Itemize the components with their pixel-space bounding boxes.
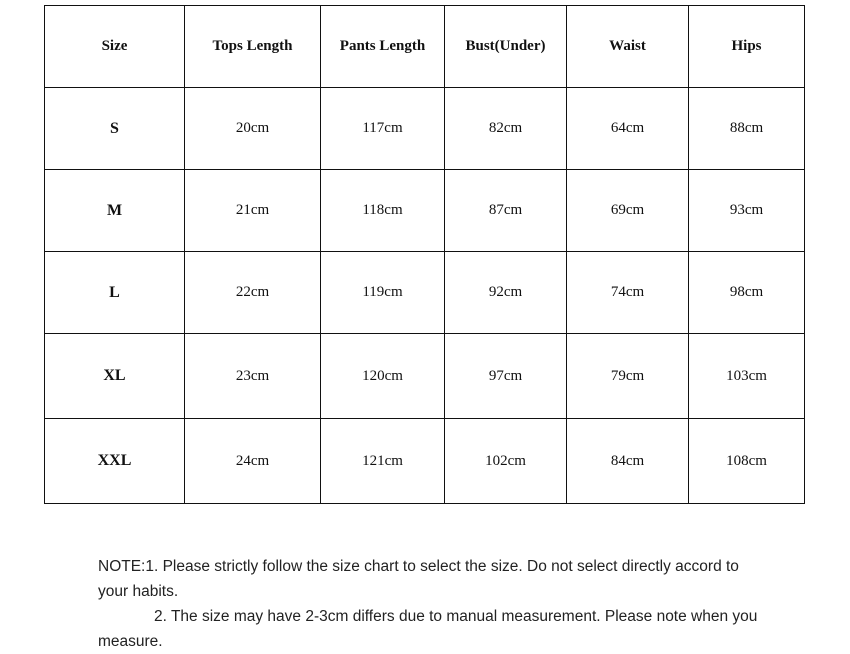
bust-cell: 102cm xyxy=(445,419,567,504)
tops-length-cell: 22cm xyxy=(185,252,321,334)
hips-cell: 93cm xyxy=(689,170,805,252)
header-waist: Waist xyxy=(567,6,689,88)
note-line-1: NOTE:1. Please strictly follow the size chart to select the size. Do not select directly accord to your habits. xyxy=(98,558,739,600)
hips-cell: 103cm xyxy=(689,334,805,419)
bust-cell: 82cm xyxy=(445,88,567,170)
tops-length-cell: 20cm xyxy=(185,88,321,170)
hips-cell: 88cm xyxy=(689,88,805,170)
header-tops-length: Tops Length xyxy=(185,6,321,88)
pants-length-cell: 119cm xyxy=(321,252,445,334)
waist-cell: 74cm xyxy=(567,252,689,334)
table-row xyxy=(45,170,805,252)
waist-cell: 84cm xyxy=(567,419,689,504)
pants-length-cell: 118cm xyxy=(321,170,445,252)
table-row xyxy=(45,252,805,334)
waist-cell: 79cm xyxy=(567,334,689,419)
note-line-2: 2. The size may have 2-3cm differs due to manual measurement. Please note when you measure. xyxy=(98,608,758,650)
hips-cell: 98cm xyxy=(689,252,805,334)
hips-cell: 108cm xyxy=(689,419,805,504)
header-size: Size xyxy=(45,6,185,88)
tops-length-cell: 23cm xyxy=(185,334,321,419)
size-chart-table xyxy=(44,5,805,504)
pants-length-cell: 117cm xyxy=(321,88,445,170)
waist-cell: 69cm xyxy=(567,170,689,252)
size-note xyxy=(98,554,758,654)
pants-length-cell: 120cm xyxy=(321,334,445,419)
pants-length-cell: 121cm xyxy=(321,419,445,504)
bust-cell: 92cm xyxy=(445,252,567,334)
waist-cell: 64cm xyxy=(567,88,689,170)
size-cell: M xyxy=(45,170,185,252)
table-row xyxy=(45,419,805,504)
header-bust-under: Bust(Under) xyxy=(445,6,567,88)
header-pants-length: Pants Length xyxy=(321,6,445,88)
size-cell: XXL xyxy=(45,419,185,504)
tops-length-cell: 24cm xyxy=(185,419,321,504)
table-row xyxy=(45,334,805,419)
bust-cell: 87cm xyxy=(445,170,567,252)
size-cell: XL xyxy=(45,334,185,419)
tops-length-cell: 21cm xyxy=(185,170,321,252)
table-row xyxy=(45,88,805,170)
size-cell: L xyxy=(45,252,185,334)
header-row xyxy=(45,6,805,88)
size-cell: S xyxy=(45,88,185,170)
bust-cell: 97cm xyxy=(445,334,567,419)
header-hips: Hips xyxy=(689,6,805,88)
